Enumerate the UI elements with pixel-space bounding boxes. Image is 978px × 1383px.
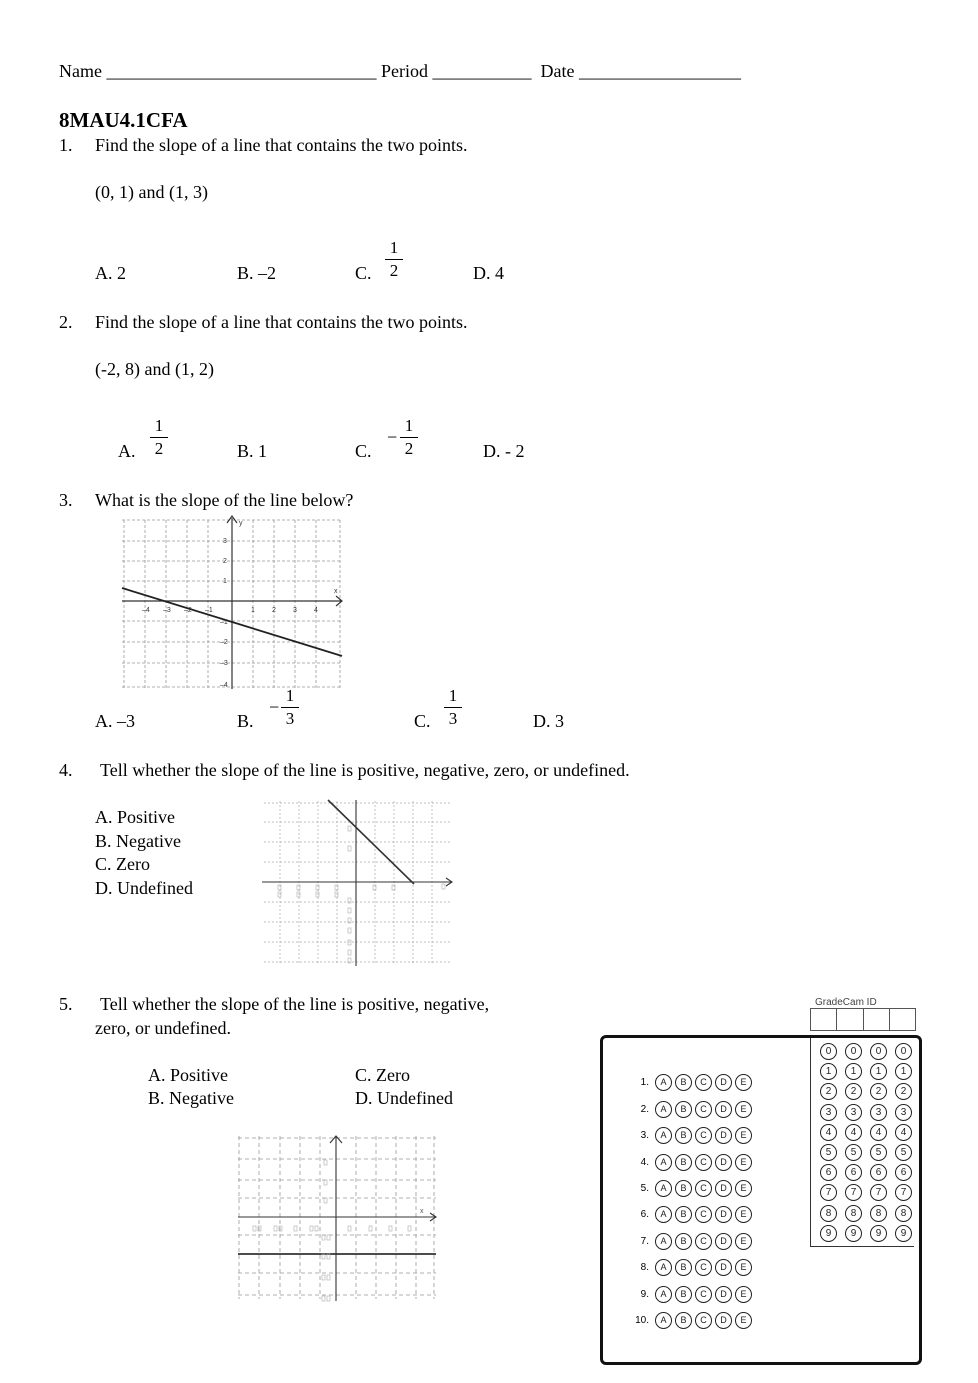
choice-d[interactable]: D. 4 (473, 263, 504, 283)
answer-bubble[interactable]: D (715, 1154, 732, 1171)
answer-bubble[interactable]: A (655, 1233, 672, 1250)
id-digit-bubble[interactable]: 0 (820, 1043, 837, 1060)
y-tick: –4 (220, 682, 228, 689)
id-digit-bubble[interactable]: 1 (820, 1063, 837, 1080)
q5-graph (236, 1133, 438, 1305)
id-digit-bubble[interactable]: 6 (845, 1164, 862, 1181)
y-tick: –3 (220, 660, 228, 667)
id-digit-bubble[interactable]: 6 (820, 1164, 837, 1181)
x-tick: 1 (251, 607, 255, 614)
minus-sign: − (387, 427, 398, 447)
id-digit-bubble[interactable]: 7 (820, 1184, 837, 1201)
answer-bubble[interactable]: E (735, 1101, 752, 1118)
gradecam-id-label: GradeCam ID (815, 997, 877, 1008)
answer-bubble[interactable]: D (715, 1180, 732, 1197)
answer-bubble[interactable]: E (735, 1074, 752, 1091)
answer-bubble[interactable]: A (655, 1180, 672, 1197)
question-label: 6. (640, 1209, 649, 1221)
answer-row (625, 1282, 755, 1303)
answer-bubble[interactable]: C (695, 1286, 712, 1303)
id-digit-bubble[interactable]: 3 (820, 1104, 837, 1121)
answer-bubble[interactable]: A (655, 1312, 672, 1329)
id-digit-bubble[interactable]: 2 (845, 1083, 862, 1100)
question-label: 9. (640, 1288, 649, 1300)
answer-bubble[interactable]: C (695, 1127, 712, 1144)
answer-bubble[interactable]: B (675, 1154, 692, 1171)
choice-d[interactable]: D. Undefined (355, 1088, 453, 1108)
y-tick: 3 (223, 538, 227, 545)
answer-row (625, 1150, 755, 1171)
answer-row (625, 1309, 755, 1330)
id-digit-bubble[interactable]: 4 (870, 1124, 887, 1141)
period-field[interactable]: ___________ (432, 61, 532, 81)
answer-bubble[interactable]: D (715, 1233, 732, 1250)
question-label: 7. (640, 1235, 649, 1247)
choice-a[interactable]: A. –3 (95, 711, 135, 731)
answer-bubble[interactable]: D (715, 1312, 732, 1329)
id-digit-bubble[interactable]: 7 (870, 1184, 887, 1201)
choice-b[interactable]: B. (237, 711, 254, 731)
answer-bubble[interactable]: B (675, 1259, 692, 1276)
question-text: Tell whether the slope of the line is positive, negative, (100, 994, 490, 1014)
id-digit-bubble[interactable]: 3 (845, 1104, 862, 1121)
id-digit-bubble[interactable]: 4 (845, 1124, 862, 1141)
x-tick: –1 (205, 607, 213, 614)
answer-bubble[interactable]: E (735, 1127, 752, 1144)
choice-b[interactable]: B. Negative (148, 1088, 234, 1108)
answer-bubble[interactable]: C (695, 1101, 712, 1118)
question-text: Find the slope of a line that contains the two points. (95, 135, 468, 155)
numerator: 1 (285, 686, 295, 705)
id-digit-bubble[interactable]: 6 (870, 1164, 887, 1181)
denominator: 2 (389, 261, 399, 280)
id-digit-bubble[interactable]: 9 (895, 1225, 912, 1242)
numerator: 1 (448, 686, 458, 705)
x-axis-label: x (420, 1208, 424, 1215)
question-number: 2. (59, 312, 73, 332)
question-label: 2. (640, 1103, 649, 1115)
answer-bubble[interactable]: B (675, 1074, 692, 1091)
answer-row (625, 1097, 755, 1118)
answer-bubble[interactable]: C (695, 1180, 712, 1197)
fraction (444, 687, 462, 727)
choice-d[interactable]: D. - 2 (483, 441, 525, 461)
choice-d[interactable]: D. Undefined (95, 878, 193, 898)
question-label: 1. (640, 1077, 649, 1089)
answer-bubble[interactable]: A (655, 1206, 672, 1223)
id-digit-bubble[interactable]: 2 (895, 1083, 912, 1100)
answer-bubble[interactable]: C (695, 1154, 712, 1171)
id-digit-bubble[interactable]: 5 (845, 1144, 862, 1161)
x-tick: –4 (142, 607, 150, 614)
answer-bubble[interactable]: C (695, 1259, 712, 1276)
id-digit-bubble[interactable]: 9 (870, 1225, 887, 1242)
question-text: zero, or undefined. (95, 1018, 231, 1038)
id-digit-bubble[interactable]: 7 (895, 1184, 912, 1201)
question-label: 10. (635, 1314, 649, 1326)
answer-bubble[interactable]: C (695, 1312, 712, 1329)
choice-b[interactable]: B. 1 (237, 441, 268, 461)
denominator: 3 (448, 709, 458, 728)
answer-bubble[interactable]: B (675, 1312, 692, 1329)
answer-bubble[interactable]: E (735, 1259, 752, 1276)
id-digit-bubble[interactable]: 1 (895, 1063, 912, 1080)
answer-bubble[interactable]: E (735, 1233, 752, 1250)
question-label: 4. (640, 1156, 649, 1168)
question-label: 5. (640, 1182, 649, 1194)
id-digit-bubble[interactable]: 4 (820, 1124, 837, 1141)
fraction (385, 239, 403, 279)
denominator: 3 (285, 709, 295, 728)
y-tick: 1 (223, 578, 227, 585)
gradecam-id-boxes[interactable] (810, 1008, 916, 1031)
answer-bubble[interactable]: D (715, 1206, 732, 1223)
choice-b[interactable]: B. –2 (237, 263, 277, 283)
denominator: 2 (404, 439, 414, 458)
numerator: 1 (389, 238, 399, 257)
answer-bubble[interactable]: C (695, 1206, 712, 1223)
question-number: 5. (59, 994, 73, 1014)
answer-bubble[interactable]: A (655, 1127, 672, 1144)
y-tick: 2 (223, 558, 227, 565)
answer-row (625, 1071, 755, 1092)
id-digit-bubble[interactable]: 8 (845, 1205, 862, 1222)
id-digit-bubble[interactable]: 8 (895, 1205, 912, 1222)
id-digit-bubble[interactable]: 3 (895, 1104, 912, 1121)
choice-c[interactable]: C. (355, 263, 372, 283)
question-points: (0, 1) and (1, 3) (95, 182, 208, 202)
id-digit-bubble[interactable]: 5 (870, 1144, 887, 1161)
answer-bubble[interactable]: A (655, 1259, 672, 1276)
answer-bubble[interactable]: E (735, 1206, 752, 1223)
date-label: Date (540, 61, 575, 81)
id-digit-bubble[interactable]: 0 (895, 1043, 912, 1060)
y-tick: –1 (220, 619, 228, 626)
id-digit-bubble[interactable]: 1 (870, 1063, 887, 1080)
answer-bubble[interactable]: D (715, 1127, 732, 1144)
answer-bubble[interactable]: A (655, 1101, 672, 1118)
question-points: (-2, 8) and (1, 2) (95, 359, 214, 379)
x-tick: –3 (163, 607, 171, 614)
id-digit-bubble[interactable]: 5 (820, 1144, 837, 1161)
id-digit-bubble[interactable]: 9 (845, 1225, 862, 1242)
id-digit-bubble[interactable]: 9 (820, 1225, 837, 1242)
question-label: 8. (640, 1262, 649, 1274)
q4-graph (260, 798, 455, 968)
period-label: Period (380, 61, 428, 81)
id-digit-bubble[interactable]: 4 (895, 1124, 912, 1141)
id-digit-bubble[interactable]: 0 (870, 1043, 887, 1060)
id-digit-bubble[interactable]: 3 (870, 1104, 887, 1121)
q3-graph (118, 513, 348, 691)
fraction (400, 417, 418, 457)
choice-d[interactable]: D. 3 (533, 711, 564, 731)
answer-row (625, 1256, 755, 1277)
x-axis-label: x (334, 588, 338, 595)
id-digit-bubble[interactable]: 2 (870, 1083, 887, 1100)
answer-row (625, 1177, 755, 1198)
answer-bubble[interactable]: A (655, 1286, 672, 1303)
minus-sign: − (269, 697, 280, 717)
y-axis-label: y (239, 520, 243, 527)
choice-c[interactable]: C. (414, 711, 431, 731)
answer-bubble[interactable]: D (715, 1286, 732, 1303)
answer-bubble[interactable]: A (655, 1154, 672, 1171)
x-tick: 2 (272, 607, 276, 614)
answer-bubble[interactable]: B (675, 1127, 692, 1144)
answer-bubble[interactable]: B (675, 1206, 692, 1223)
x-tick: 3 (293, 607, 297, 614)
header-line (59, 61, 741, 82)
answer-bubble[interactable]: B (675, 1180, 692, 1197)
choice-a[interactable]: A. 2 (95, 263, 126, 283)
question-text: What is the slope of the line below? (95, 490, 354, 510)
fraction (150, 417, 168, 457)
question-number: 4. (59, 760, 73, 780)
id-digit-bubble[interactable]: 7 (845, 1184, 862, 1201)
date-field[interactable]: __________________ (578, 61, 741, 81)
answer-row (625, 1124, 755, 1145)
id-digit-bubble[interactable]: 0 (845, 1043, 862, 1060)
numerator: 1 (154, 416, 164, 435)
answer-bubble[interactable]: A (655, 1074, 672, 1091)
question-number: 3. (59, 490, 73, 510)
x-tick: –2 (184, 607, 192, 614)
id-digit-bubble[interactable]: 1 (845, 1063, 862, 1080)
answer-row (625, 1229, 755, 1250)
id-digit-bubble[interactable]: 2 (820, 1083, 837, 1100)
name-field[interactable]: ______________________________ (106, 61, 377, 81)
name-label: Name (59, 61, 102, 81)
numerator: 1 (404, 416, 414, 435)
answer-bubble[interactable]: B (675, 1286, 692, 1303)
fraction (281, 687, 299, 727)
choice-b[interactable]: B. Negative (95, 831, 181, 851)
id-digit-bubble[interactable]: 8 (870, 1205, 887, 1222)
choice-a[interactable]: A. Positive (148, 1065, 229, 1085)
answer-bubble[interactable]: D (715, 1101, 732, 1118)
answer-bubble[interactable]: D (715, 1074, 732, 1091)
answer-bubble[interactable]: D (715, 1259, 732, 1276)
answer-bubble[interactable]: E (735, 1312, 752, 1329)
choice-a[interactable]: A. Positive (95, 807, 176, 827)
denominator: 2 (154, 439, 164, 458)
choice-a[interactable]: A. (118, 441, 136, 461)
answer-bubble[interactable]: E (735, 1154, 752, 1171)
question-text: Tell whether the slope of the line is positive, negative, zero, or undefined. (100, 760, 630, 780)
answer-bubble[interactable]: B (675, 1101, 692, 1118)
question-number: 1. (59, 135, 73, 155)
answer-bubble[interactable]: C (695, 1074, 712, 1091)
question-label: 3. (640, 1130, 649, 1142)
answer-bubble[interactable]: E (735, 1286, 752, 1303)
x-tick: 4 (314, 607, 318, 614)
id-digit-bubble[interactable]: 6 (895, 1164, 912, 1181)
question-text: Find the slope of a line that contains the two points. (95, 312, 468, 332)
y-tick: –2 (220, 639, 228, 646)
answer-bubble[interactable]: C (695, 1233, 712, 1250)
answer-row (625, 1203, 755, 1224)
choice-c[interactable]: C. Zero (355, 1065, 410, 1085)
choice-c[interactable]: C. Zero (95, 854, 150, 874)
id-digit-bubble[interactable]: 5 (895, 1144, 912, 1161)
page-title: 8MAU4.1CFA (59, 108, 188, 132)
answer-bubble[interactable]: B (675, 1233, 692, 1250)
choice-c[interactable]: C. (355, 441, 372, 461)
id-digit-bubble[interactable]: 8 (820, 1205, 837, 1222)
answer-bubble[interactable]: E (735, 1180, 752, 1197)
